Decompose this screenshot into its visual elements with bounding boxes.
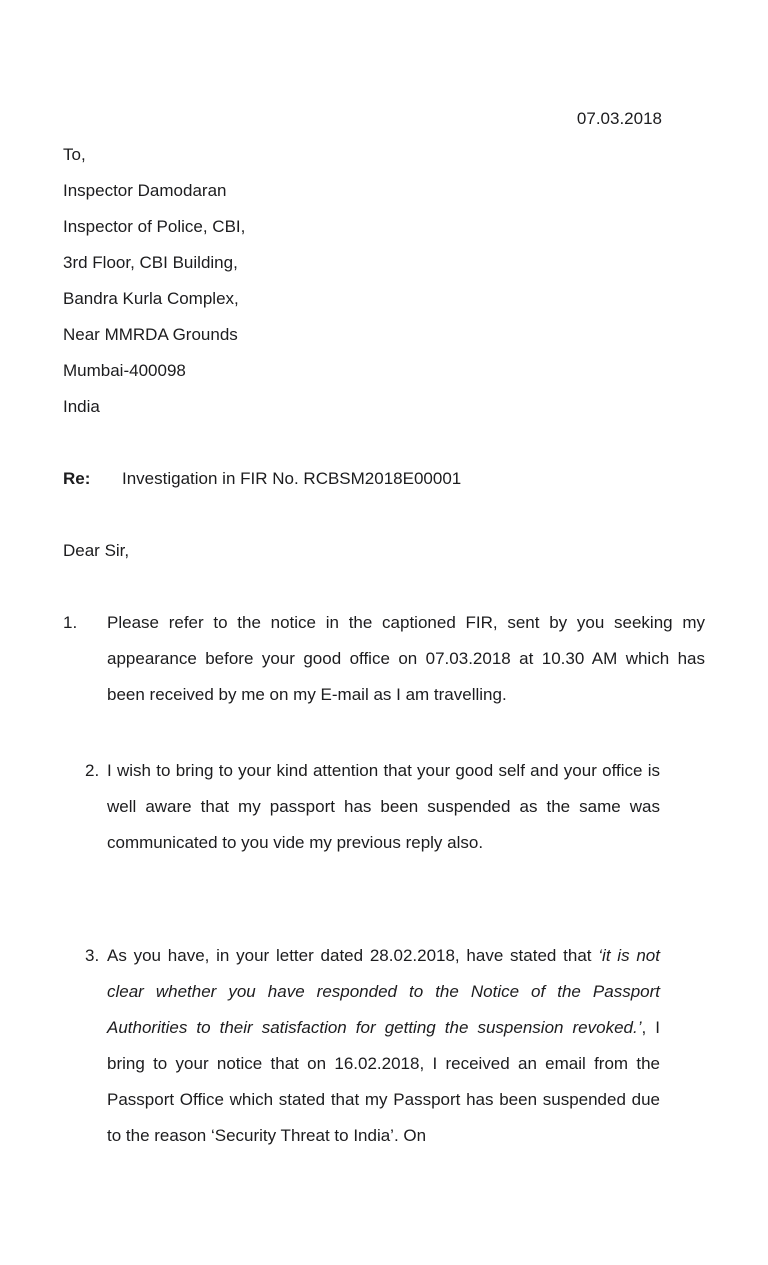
- recipient-address: [63, 137, 705, 425]
- paragraph-3-text: [107, 938, 660, 1154]
- paragraph-2-text: I wish to bring to your kind attention that your good self and your office is well aware that my passport has been suspended as the same was communicated to you vide my previous reply also.: [107, 761, 660, 852]
- letter-date: 07.03.2018: [576, 109, 662, 128]
- subject-text: Investigation in FIR No. RCBSM2018E00001: [122, 469, 462, 488]
- paragraph-1-text: Please refer to the notice in the captioned FIR, sent by you seeking my appearance before your good office on 07.03.2018 at 10.30 AM which has been received by me on my E-mail as I am travelling.: [107, 613, 705, 704]
- address-line-city: Mumbai-400098: [63, 361, 186, 380]
- paragraph-1: [63, 605, 705, 713]
- paragraph-2: [85, 753, 660, 861]
- address-line-designation: Inspector of Police, CBI,: [63, 217, 246, 236]
- paragraph-2-number: 2.: [85, 761, 100, 780]
- address-line-country: India: [63, 397, 100, 416]
- address-line-floor: 3rd Floor, CBI Building,: [63, 253, 238, 272]
- paragraph-3-text-before-quote: As you have, in your letter dated 28.02.2018, have stated that: [107, 946, 599, 965]
- paragraph-3-text-after-quote: , I bring to your notice that on 16.02.2018, I received an email from the Passport Office which stated that my Passport has been suspended due to the reason ‘Security Threat to India’. On: [107, 1018, 661, 1145]
- paragraph-1-number: 1.: [63, 613, 78, 632]
- address-line-landmark: Near MMRDA Grounds: [63, 325, 238, 344]
- paragraph-3-quoted-text: ‘it is not clear whether you have responded to the Notice of the Passport Authorities to their satisfaction for getting the suspension revoked.’: [107, 946, 660, 1037]
- address-line-to: To,: [63, 145, 86, 164]
- paragraph-3: [85, 938, 660, 1154]
- subject-line: [63, 461, 705, 497]
- greeting: Dear Sir,: [63, 541, 130, 560]
- paragraph-3-number: 3.: [85, 946, 100, 965]
- address-line-complex: Bandra Kurla Complex,: [63, 289, 239, 308]
- subject-label: Re:: [63, 469, 91, 488]
- address-line-name: Inspector Damodaran: [63, 181, 227, 200]
